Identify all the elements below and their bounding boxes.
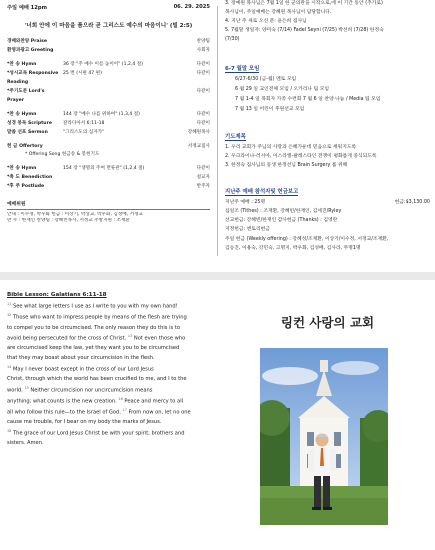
order-row: *찬 송 Hymn 36 장 "주 예수 이름 높이어" (1,2,4 절) 다같이: [7, 61, 210, 67]
order-row: 경배와찬양 Praise 찬양팀: [7, 39, 210, 44]
order-row: 말씀 선포 Sermon "그리스도의 십자가" 강혜원목사: [7, 129, 210, 135]
pastor-church-photo: [260, 348, 388, 525]
verse-line: $^{18}$ The grace of our Lord Jesus Christ be with your spirit, brothers and: [7, 428, 185, 437]
lesson-text: [7, 301, 219, 449]
attendance-row: [225, 198, 430, 207]
right-column: [225, 0, 430, 270]
duty-row: 안내 : 이수정, 박우화 헌금 : 이상기, 박상교, 박우화, 김성배, 서정교: [7, 212, 143, 218]
announcement-line: 목사님이, 주일예배는 강혜원 목사님이 담당합니다.: [225, 10, 332, 16]
duty-table: [7, 209, 210, 223]
duty-title: 예배위원: [7, 202, 26, 208]
prayer-item: 1. 우리 교회가 주님의 사랑과 은혜가운데 믿음으로 세워지도록: [225, 144, 357, 150]
prayer-item: 2. 우크라이나-러시아, 이스라엘-팔레스타인 전쟁이 평화롭게 중식되도록: [225, 153, 377, 159]
prayer-list: [225, 143, 430, 170]
order-row: *성시교독 Responsive Reading 25 번 (시편 47 편) 다같이: [7, 70, 210, 85]
lesson-title: Bible Lesson: Galatians 6:11-18: [7, 292, 107, 298]
finance-line: 주일 헌금 (Weekly offering) : 강혜성/조재환, 이상기/이수정, 서정교/조재환,: [225, 236, 389, 242]
church-header: [225, 288, 430, 348]
verse-line: world. $^{15}$ Neither circumcision nor uncircumcision means: [7, 385, 153, 394]
bulletin-page-2: [0, 280, 435, 550]
verse-line: that they may boast about your circumcision in the flesh.: [7, 355, 155, 362]
order-row: *찬 송 Hymn 154 장 "생명의 주여 면류관" (1,2,4 절) 다같이: [7, 166, 210, 172]
prayer-title: 기도제목: [225, 133, 246, 140]
order-row: 환영과광고 Greeting 사회자: [7, 47, 210, 53]
meeting-item: 6 월 29 일 교인전체 모임 / 오카리나 팀 모임: [235, 86, 330, 92]
order-row: *주기도문 Lord's Prayer 다같이: [7, 88, 210, 103]
theme-verse: '너희 안에 이 마음을 품으라 곧 그리스도 예수의 마음이니' (빌 2:5): [24, 23, 193, 29]
verse-line: all who follow this rule—to the Israel of God. $^{17}$ From now on, let no one: [7, 408, 191, 416]
meeting-item: 7 월 13 일 어린이 후원선교 모임: [235, 106, 305, 112]
verse-line: sisters. Amen.: [7, 440, 44, 447]
column-divider: [217, 6, 218, 256]
attendance: 지난주 예배 : 25명: [225, 200, 266, 206]
order-row: *축 도 Benediction 설교자: [7, 175, 210, 181]
meeting-title: 6-7 월말 모임: [225, 65, 260, 72]
bulletin-page-1: [0, 0, 435, 272]
worship-order: [7, 38, 210, 192]
prayer-item: 3. 한정숙 집사님의 동생 한정선님 Brain Surgery 를 위해: [225, 163, 348, 169]
verse-line: to compel you to be circumcised. The only reason they do this is to: [7, 324, 180, 331]
finance-line: 십일조 (Tithes) : 조재환, 강혜빈/한재인, 김세진/Ryley: [225, 209, 342, 215]
announcement-line: (7/30): [225, 37, 240, 43]
service-date: 06. 29. 2025: [173, 4, 210, 10]
announcement-line: 3. 장예원 목사님은 7월 1일 한 군의관을 시작으로,에 이 기간 동안 (추가로): [225, 1, 383, 6]
announcements: [225, 0, 430, 45]
finance-report: [225, 198, 430, 253]
finance-title: 지난주 예배 참석자및 헌금보고: [225, 189, 299, 196]
offering-note: * Offering Song 헌금송 & 봉헌기도: [25, 152, 100, 158]
order-row: *후 주 Postlude 반주자: [7, 184, 210, 190]
verse-line: anything; what counts is the new creation. $^{16}$ Peace and mercy to all: [7, 396, 184, 405]
order-row: 성경 봉독 Scripture 갈라디아서 6:11-18 다같이: [7, 120, 210, 126]
verse-line: Christ, through which the world has been crucified to me, and I to the: [7, 375, 187, 382]
church-title: 링컨 사랑의 교회: [280, 315, 375, 330]
finance-line: 지정헌금: 엔토리헌금: [225, 227, 270, 233]
finance-line: 선교헌금: 강혜빈/한재인 감사헌금 (Thanks) : 김영란: [225, 218, 338, 224]
verse-line: avoid being persecuted for the cross of Christ. $^{13}$ Not even those who: [7, 334, 186, 342]
duty-row: 반 주 : 한재인 찬양팀 : 강혜빈목사, 서정교 주방지원 : 조재환: [7, 218, 130, 224]
announcement-line: 5. 7월말 생일자: 양미숙 (7/14) Fadel Seyni (7/25) 박선희 (7/28) 한정숙: [225, 28, 384, 34]
bible-lesson: [7, 292, 219, 542]
verse-line: $^{11}$ See what large letters I use as I write to you with my own hand!: [7, 302, 178, 310]
next-page-strip: [0, 540, 435, 550]
order-row: *찬 송 Hymn 144 장 "예수 나를 위하여" (1,3,4 절) 다같이: [7, 111, 210, 117]
meeting-list: [225, 75, 430, 115]
finance-line: 김승진, 이용숙, 강민숙, 고명지, 박우화, 김성배, 김사라, 무명1명: [225, 245, 361, 251]
announcement-line: 4. 지난 주 새로 오신 분: 윤은희 집사님: [225, 19, 307, 25]
verse-line: $^{14}$ May I never boast except in the cross of our Lord Jesus: [7, 364, 154, 373]
service-title: 주일 예배 12pm: [7, 5, 47, 11]
meeting-item: 7 월 1-4 일 목회자 가족 수련회 7 월 6 일 찬양 나눔 / Media 팀 모임: [235, 96, 381, 102]
bulletin-header: [7, 0, 210, 11]
verse-line: $^{12}$ Those who want to impress people by means of the flesh are trying: [7, 313, 187, 322]
verse-line: are circumcised keep the law, yet they want you to be circumcised: [7, 345, 180, 352]
order-row: 헌 금 Offertory 서정교집사: [7, 143, 210, 149]
offering-total: 헌금:$3,130.00: [394, 200, 430, 206]
left-column: [7, 0, 210, 270]
verse-line: cause me trouble, for I bear on my body the marks of Jesus.: [7, 419, 162, 426]
meeting-item: 6/27-6/30 (금-월) 멘토 모임: [235, 76, 297, 82]
